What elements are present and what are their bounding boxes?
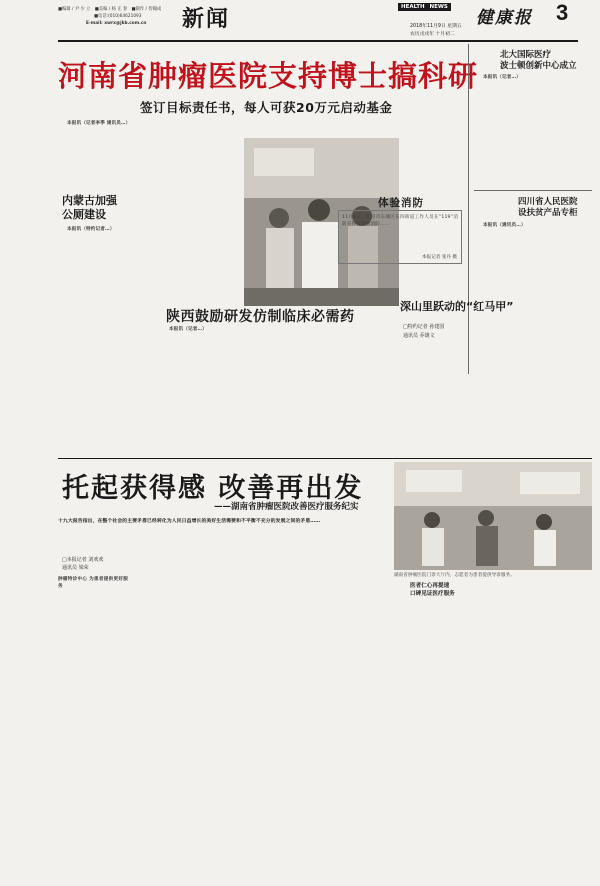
mongolia-byline: 本报讯（特约记者…） (67, 227, 115, 232)
feature-headline: 托起获得感 改善再出发 (62, 473, 364, 504)
meta-line-editors: ■编辑 / 尹 少 立 ■美编 / 杨 正 春 ■制作 / 侍翰成 (58, 7, 162, 12)
mountain-title: 深山里跃动的“红马甲” (400, 300, 514, 313)
section-en-news: NEWS (429, 4, 448, 10)
masthead (0, 0, 600, 44)
masthead-meta (58, 6, 178, 27)
masthead-rule (58, 40, 578, 42)
shaanxi-title: 陕西鼓励研发仿制临床必需药 (166, 309, 355, 325)
mountain-byline: □特约记者 孙建国 通讯员 乔雄文 (403, 324, 445, 339)
brief-1-byline: 本报讯（记者…） (483, 75, 521, 80)
shaanxi-body-col2 (262, 326, 357, 456)
feature-col7 (496, 580, 592, 876)
brief-2-byline: 本报讯（通讯员…） (483, 223, 526, 228)
mountain-body-col2 (500, 300, 592, 455)
feature-col5 (336, 600, 392, 876)
feature-photo (394, 462, 592, 570)
brief-divider-1 (474, 190, 592, 191)
feature-col6 (394, 600, 494, 876)
meta-line-phone: ■电话:(010)64621093 (94, 14, 142, 19)
brief-1-body (474, 74, 592, 187)
brief-1-title: 北大国际医疗 波士顿创新中心成立 (500, 50, 577, 71)
mongolia-body (58, 226, 158, 376)
feature-top-rule (58, 458, 592, 459)
feature-photo-image (394, 462, 592, 570)
meta-line-email: E-mail: xwrx@jkb.com.cn (86, 21, 147, 26)
fire-drill-caption-box (338, 210, 462, 264)
fire-drill-title: 体验消防 (378, 197, 424, 209)
feature-col3 (204, 560, 276, 876)
feature-section2-heading: 医者仁心再提速 口碑见证医疗服务 (410, 583, 455, 597)
page-number: 3 (556, 0, 569, 25)
mongolia-title: 内蒙古加强 公厕建设 (62, 194, 117, 221)
section-title: 新闻 (182, 6, 231, 32)
date-line: 2018年11月9日 星期五 (410, 24, 462, 29)
feature-col4 (278, 560, 334, 876)
paper-name-logo: 健康报 (476, 8, 533, 28)
section-en (398, 3, 451, 11)
feature-intro: 十九大报告指出，在整个社会的主要矛盾已经转化为人民日益增长的美好生活需要和不平衡不充分的发展之间的矛盾…… (58, 519, 321, 524)
right-col-divider (468, 44, 469, 374)
section-en-health: HEALTH (401, 4, 425, 10)
feature-col1 (58, 576, 128, 876)
lead-headline: 河南省肿瘤医院支持博士搞科研 (58, 59, 479, 93)
feature-byline: □本报记者 刘欢欢 通讯员 梁荣 (62, 557, 104, 571)
lead-subheadline: 签订目标责任书，每人可获20万元启动基金 (140, 100, 393, 115)
feature-photo-caption: 湖南省肿瘤医院门诊大厅内，志愿者为患者提供导诊服务。 (394, 573, 515, 578)
feature-section1: 肿瘤特诊中心 为患者提供更好服务 (58, 577, 128, 590)
feature-col2 (130, 560, 202, 876)
brief-2-title: 四川省人民医院 设扶贫产品专柜 (518, 197, 578, 218)
mountain-body-col1 (398, 345, 498, 455)
lead-body-col2 (160, 120, 242, 210)
shaanxi-body-col3 (58, 380, 158, 456)
fire-drill-credit: 本报记者 张丹 摄 (421, 255, 457, 260)
shaanxi-byline: 本报讯（记者…） (169, 327, 207, 332)
lead-body-col1 (58, 120, 158, 190)
feature-subheadline: ——湖南省肿瘤医院改善医疗服务纪实 (214, 502, 359, 512)
lead-byline: 本报讯（记者李季 通讯员…） (67, 121, 131, 126)
brief-2-body (474, 222, 592, 288)
shaanxi-body-col1 (160, 326, 260, 456)
fire-drill-caption: 11月8日，北京市东城区东四街道工作人员在“119”消防宣传日体验消防…… (342, 215, 458, 228)
lunar-date-line: 农历戊戌年 十月初二 (410, 32, 455, 37)
